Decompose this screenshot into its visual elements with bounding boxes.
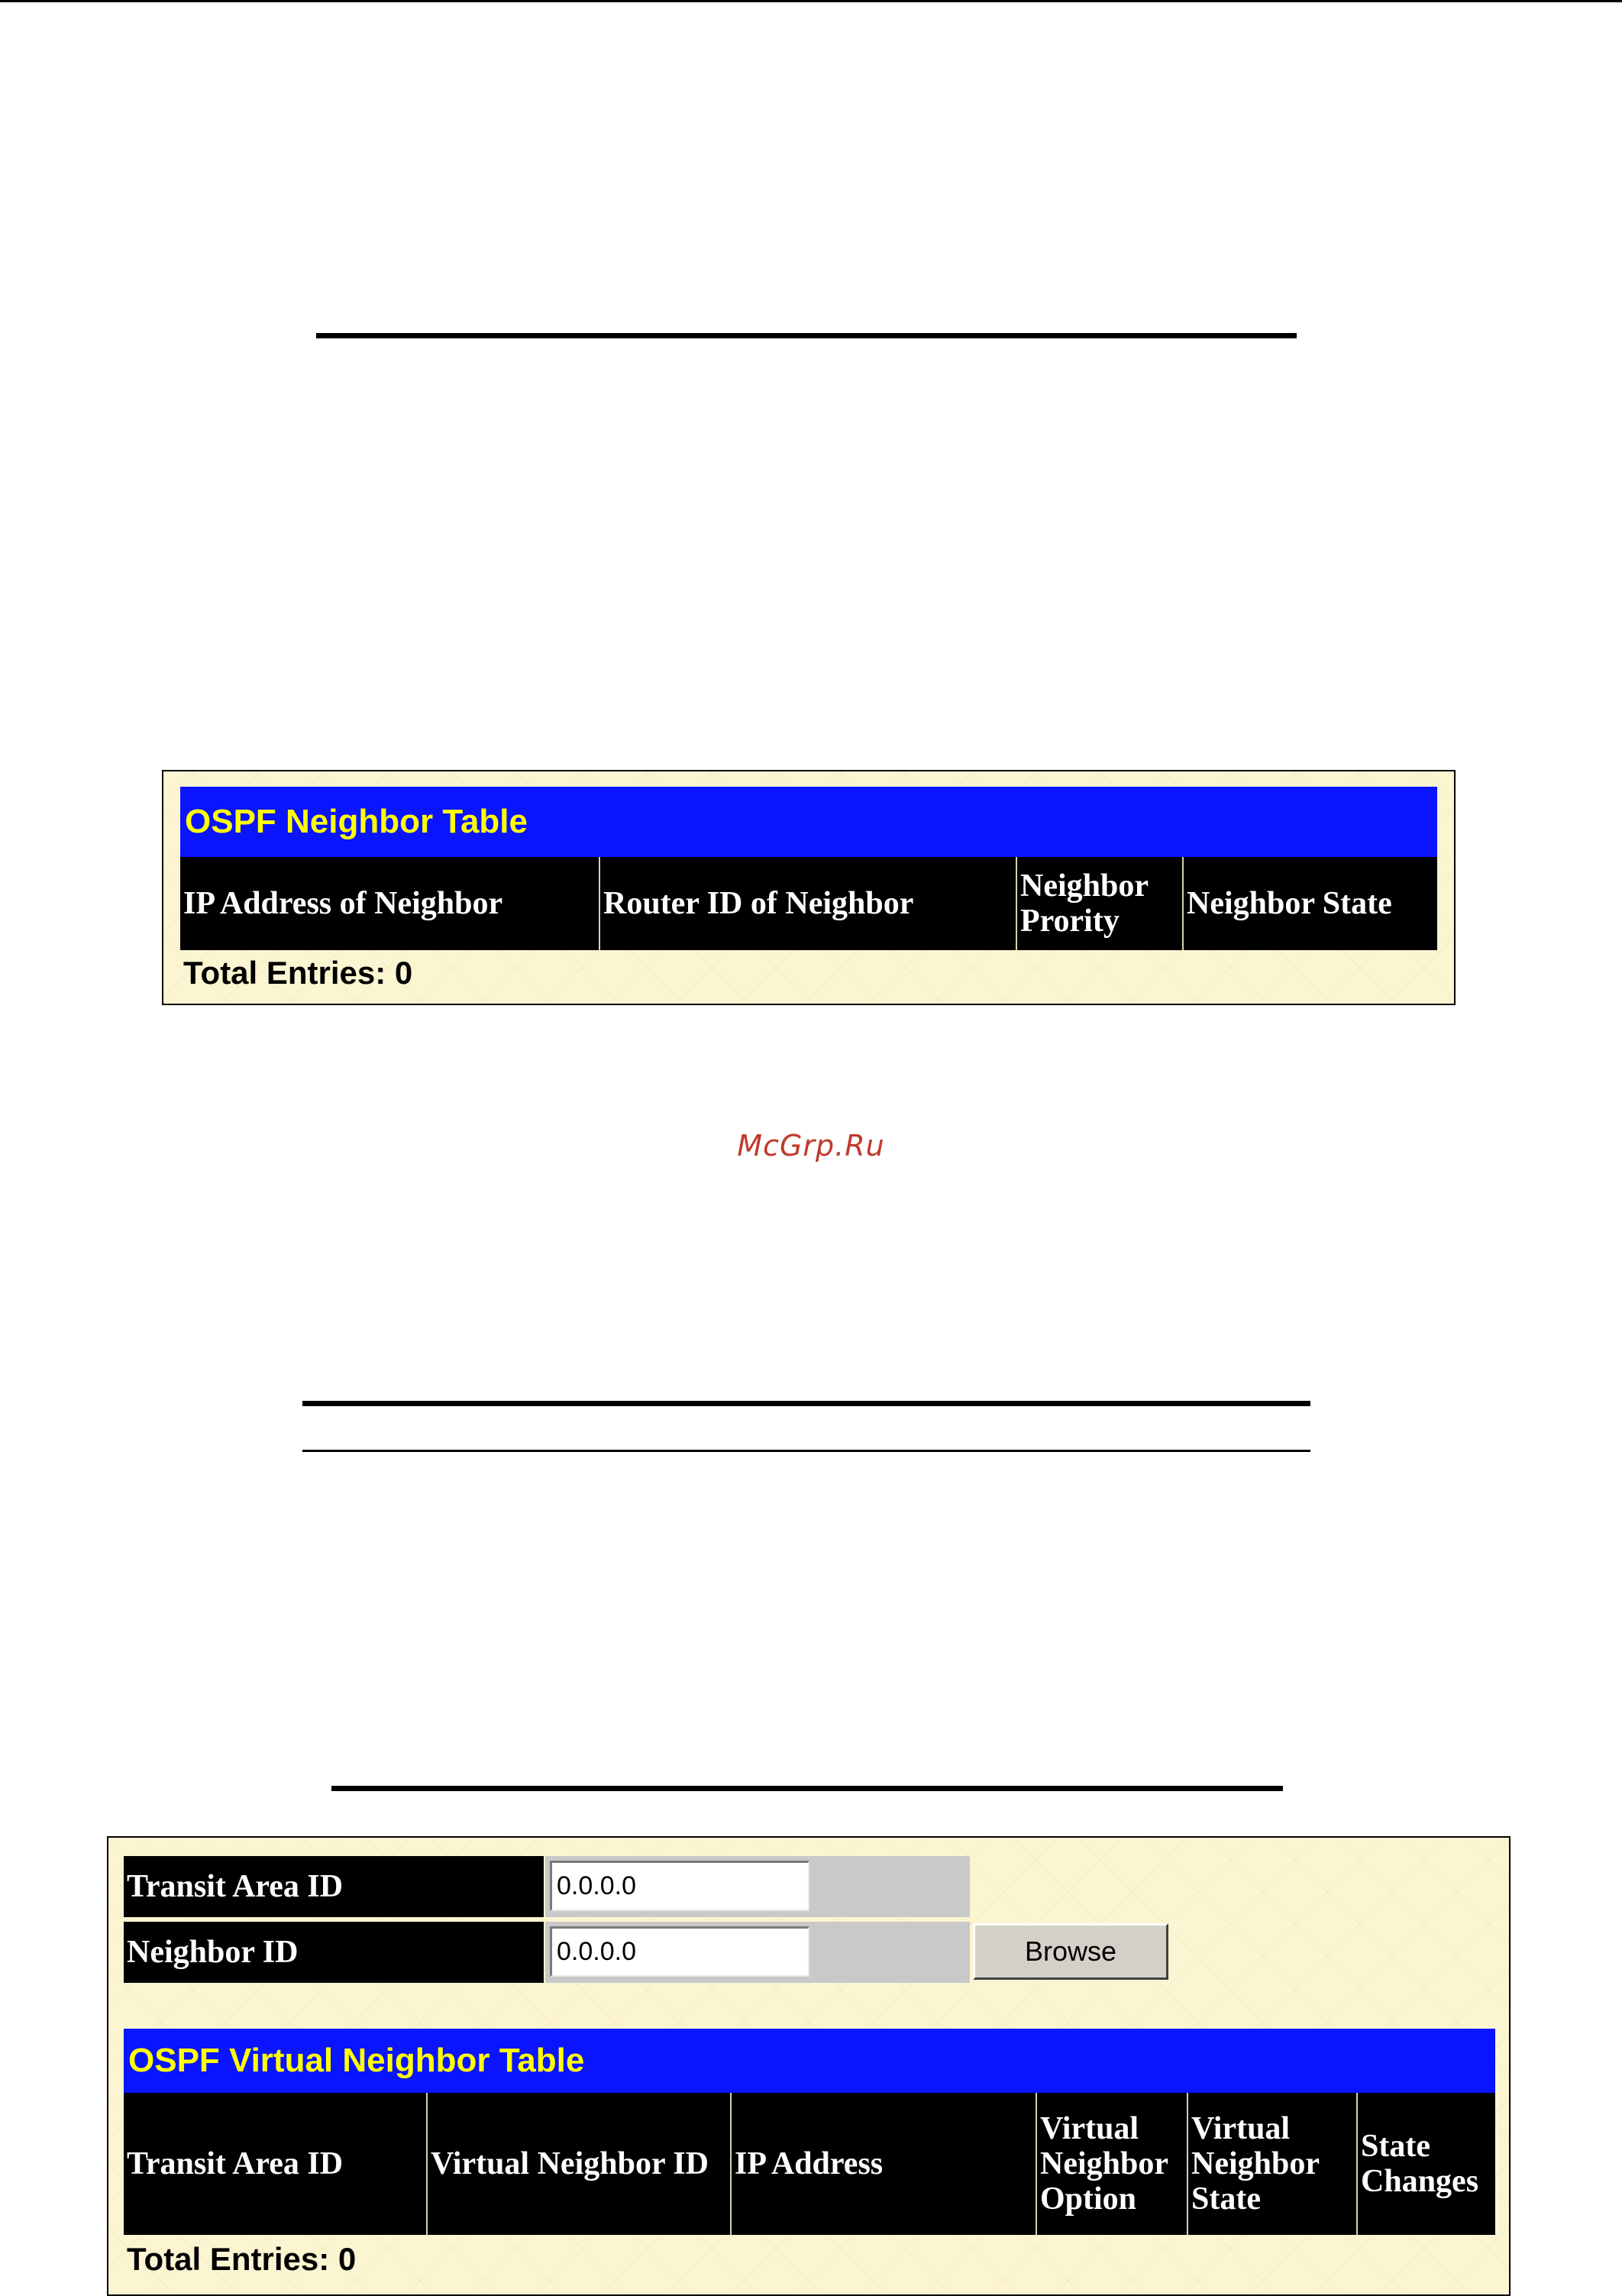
neighbor-id-input[interactable] bbox=[550, 1926, 809, 1977]
virtual-neighbor-total-entries: Total Entries: 0 bbox=[127, 2241, 357, 2277]
neighbor-id-label: Neighbor ID bbox=[124, 1922, 544, 1983]
section-rule bbox=[331, 1786, 1283, 1791]
col-virtual-neighbor-state: Virtual Neighbor State bbox=[1188, 2093, 1358, 2235]
col-neighbor-state: Neighbor State bbox=[1184, 857, 1437, 950]
ospf-virtual-neighbor-table-title: OSPF Virtual Neighbor Table bbox=[124, 2029, 1495, 2093]
virtual-neighbor-table-header bbox=[124, 2093, 1495, 2235]
col-neighbor-priority: Neighbor Prority bbox=[1017, 857, 1184, 950]
col-ip-address-of-neighbor: IP Address of Neighbor bbox=[180, 857, 600, 950]
ospf-neighbor-table-title: OSPF Neighbor Table bbox=[180, 787, 1437, 857]
browse-button[interactable]: Browse bbox=[973, 1923, 1168, 1980]
section-rule-thin bbox=[302, 1450, 1310, 1452]
col-virtual-neighbor-option: Virtual Neighbor Option bbox=[1037, 2093, 1188, 2235]
ospf-virtual-neighbor-panel bbox=[107, 1836, 1511, 2296]
col-virtual-neighbor-id: Virtual Neighbor ID bbox=[428, 2093, 732, 2235]
col-router-id-of-neighbor: Router ID of Neighbor bbox=[600, 857, 1017, 950]
transit-area-id-label: Transit Area ID bbox=[124, 1856, 544, 1917]
page-top-border bbox=[0, 0, 1622, 2]
section-rule-thick bbox=[302, 1401, 1310, 1406]
neighbor-table-header bbox=[180, 857, 1437, 950]
col-ip-address: IP Address bbox=[732, 2093, 1037, 2235]
col-state-changes: State Changes bbox=[1358, 2093, 1495, 2235]
transit-area-id-input[interactable] bbox=[550, 1861, 809, 1911]
neighbor-total-entries: Total Entries: 0 bbox=[183, 955, 413, 991]
col-transit-area-id: Transit Area ID bbox=[124, 2093, 428, 2235]
watermark-text: McGrp.Ru bbox=[737, 1129, 885, 1163]
ospf-neighbor-panel bbox=[162, 770, 1456, 1005]
section-rule bbox=[316, 333, 1297, 338]
